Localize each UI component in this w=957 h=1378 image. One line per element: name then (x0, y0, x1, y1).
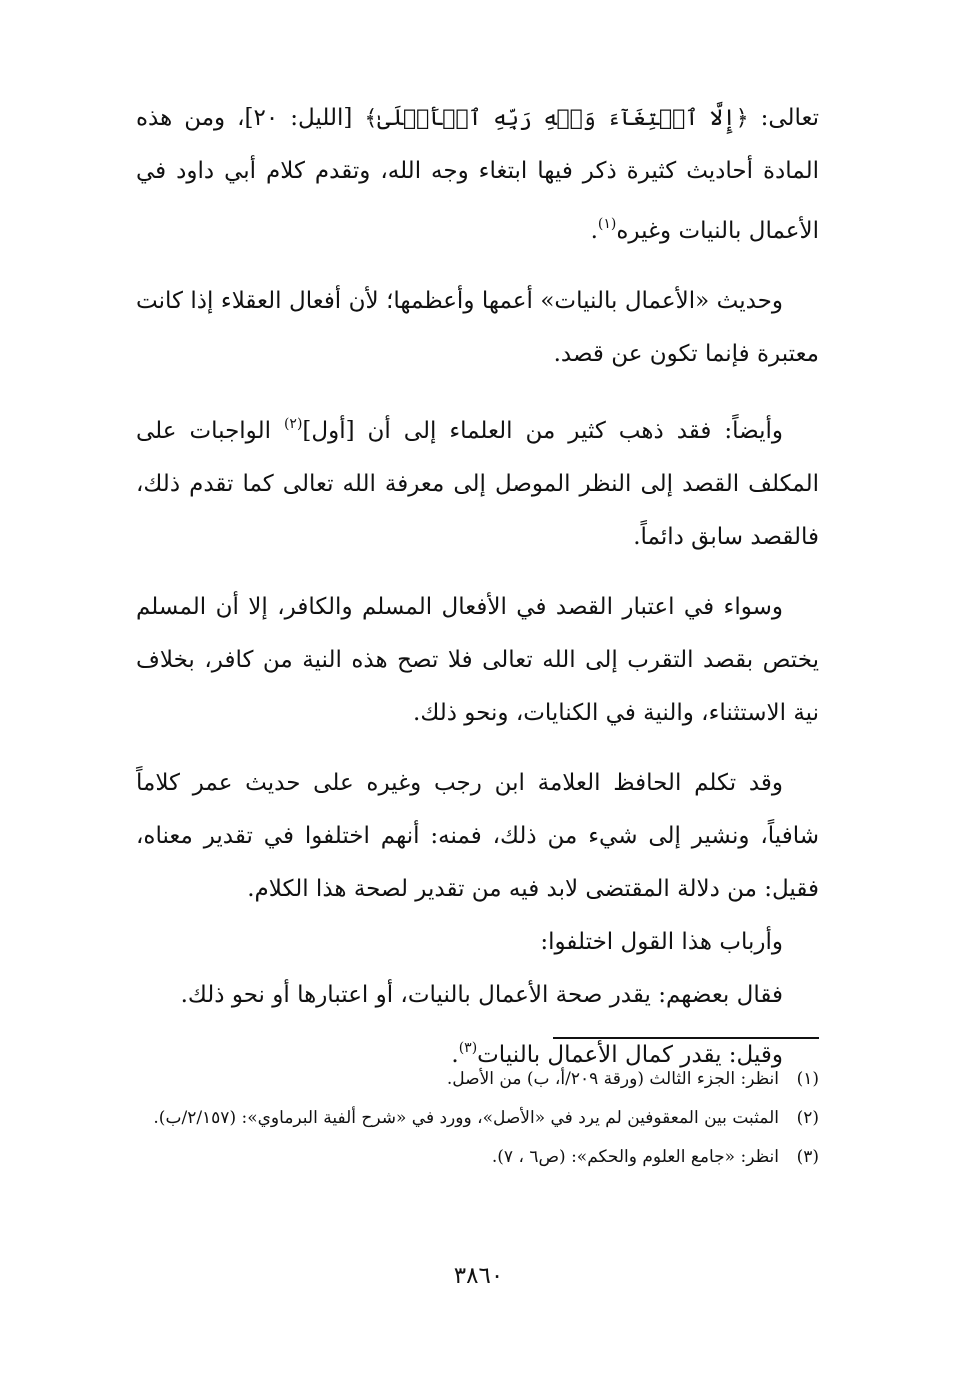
footnote-1 (136, 1064, 819, 1094)
quran-verse: ﴿إِلَّا ٱبۡتِغَآءَ وَجۡهِ رَبِّهِ ٱلۡأَعۡلَىٰ﴾ (364, 106, 749, 131)
footnote-number: (٢) (796, 1108, 819, 1128)
paragraph-text: وحديث «الأعمال بالنيات» أعمها وأعظمها؛ لأن أفعال العقلاء إذا كانت معتبرة فإنما تكون عن قصد. (136, 288, 819, 367)
footnote-number: (١) (796, 1069, 819, 1089)
paragraph-6 (136, 916, 819, 969)
paragraph-text: وسواء في اعتبار القصد في الأفعال المسلم والكافر، إلا أن المسلم يختص بقصد التقرب إلى الله تعالى فلا تصح هذه النية من كافر، بخلاف نية الاستثناء، والنية في الكنايات، ونحو ذلك. (136, 594, 819, 726)
page-number: ٣٨٦٠ (453, 1263, 504, 1289)
paragraph-text: . (451, 1042, 459, 1068)
paragraph-2 (136, 275, 819, 381)
footnote-text: المثبت بين المعقوفين لم يرد في «الأصل»، وورد في «شرح ألفية البرماوي»: (٢/١٥٧/ب). (153, 1108, 779, 1128)
paragraph-5 (136, 757, 819, 916)
footnote-3 (136, 1142, 819, 1172)
paragraph-text: تعالى: (748, 105, 820, 131)
footnote-text: انظر: الجزء الثالث (ورقة ٢٠٩/أ، ب) من الأصل. (446, 1069, 779, 1089)
paragraph-text: [الليل: ٢٠]، ومن هذه المادة أحاديث كثيرة ذكر فيها ابتغاء وجه الله، وتقدم كلام أبي داود في الأعمال بالنيات وغيره (136, 105, 819, 244)
paragraph-4 (136, 581, 819, 740)
paragraph-text: وأيضاً: فقد ذهب كثير من العلماء إلى أن [أول] (302, 418, 783, 444)
paragraph-3 (136, 398, 819, 564)
footnote-number: (٣) (796, 1147, 819, 1167)
footnote-text: انظر: «جامع العلوم والحكم»: (ص٦ ، ٧). (491, 1147, 779, 1167)
footnote-2 (136, 1103, 819, 1133)
paragraph-text: . (590, 218, 598, 244)
paragraph-7 (136, 969, 819, 1022)
paragraph-1 (136, 92, 819, 258)
footnote-ref: (٣) (458, 1040, 478, 1056)
paragraph-text: وقد تكلم الحافظ العلامة ابن رجب وغيره على حديث عمر كلاماً شافياً، ونشير إلى شيء من ذلك، فمنه: أنهم اختلفوا في تقدير معناه، فقيل: من دلالة المقتضى لابد فيه من تقدير لصحة هذا الكلام. (136, 770, 819, 902)
paragraph-text: الواجبات على المكلف القصد إلى النظر الموصل إلى معرفة الله تعالى كما تقدم ذلك، فالقصد سابق دائماً. (136, 418, 819, 550)
main-text (136, 92, 819, 1099)
footnote-ref: (١) (597, 216, 617, 232)
paragraph-text: وأرباب هذا القول اختلفوا: (540, 929, 783, 955)
footnote-divider (553, 1037, 819, 1039)
footnote-ref: (٢) (283, 416, 303, 432)
footnotes (136, 1064, 819, 1181)
paragraph-text: فقال بعضهم: يقدر صحة الأعمال بالنيات، أو اعتبارها أو نحو ذلك. (180, 982, 783, 1008)
paragraph-text: وقيل: يقدر كمال الأعمال بالنيات (477, 1042, 783, 1068)
